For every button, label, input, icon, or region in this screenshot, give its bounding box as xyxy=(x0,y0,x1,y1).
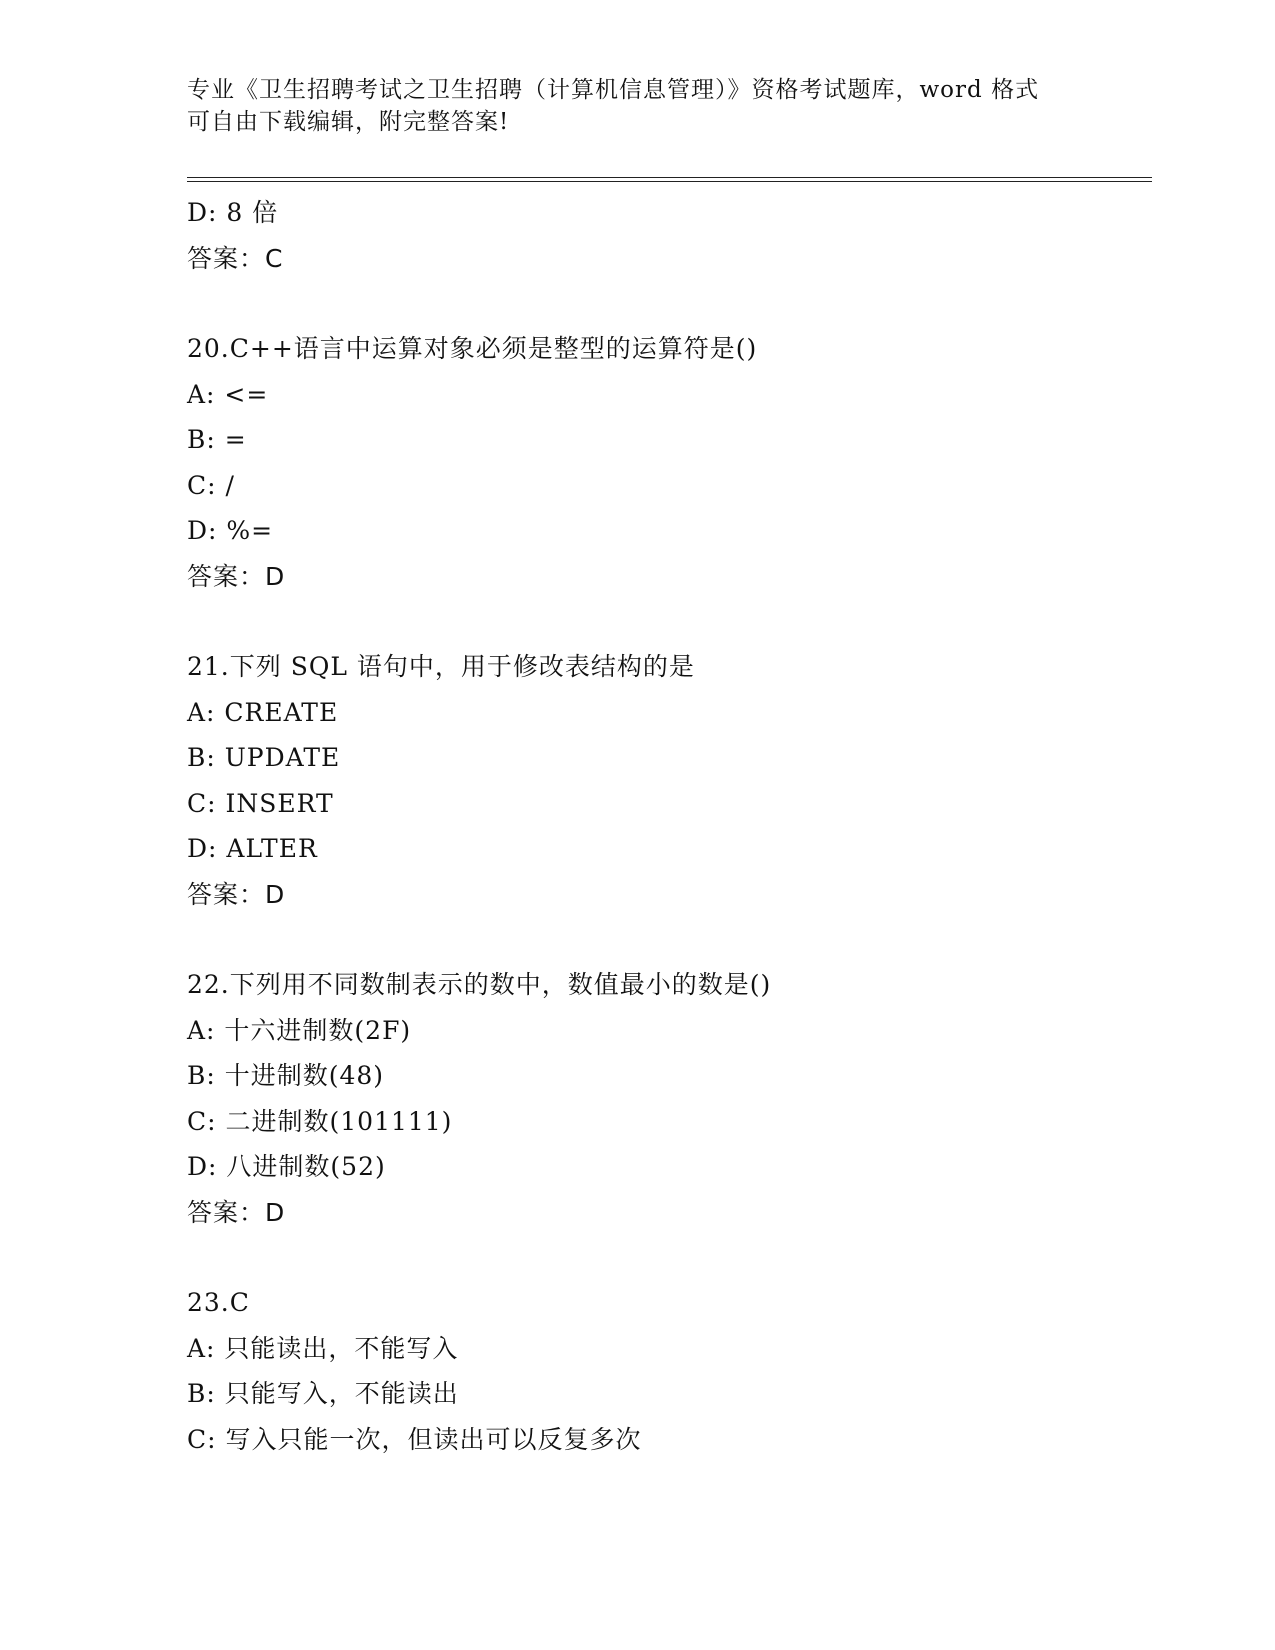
option-b: B: 十进制数(48) xyxy=(187,1061,385,1090)
header-line-2: 可自由下载编辑，附完整答案! xyxy=(187,109,510,135)
option-a: A: 十六进制数(2F) xyxy=(187,1015,412,1045)
header-line-1: 专业《卫生招聘考试之卫生招聘（计算机信息管理）》资格考试题库，word 格式 xyxy=(187,77,1040,103)
answer-line: 答案：C xyxy=(187,243,284,273)
answer-line: 答案：D xyxy=(187,879,286,909)
question-stem: 23.C xyxy=(187,1288,250,1317)
question-stem: 20.C++语言中运算对象必须是整型的运算符是() xyxy=(187,334,758,363)
question-stem: 22.下列用不同数制表示的数中，数值最小的数是() xyxy=(187,970,772,999)
header-divider-top xyxy=(187,177,1152,178)
previous-question-tail xyxy=(187,190,1152,281)
question-23 xyxy=(187,1280,1152,1462)
option-c: C: 二进制数(101111) xyxy=(187,1106,453,1136)
option-b: B: 只能写入，不能读出 xyxy=(187,1379,459,1408)
option-a: A: <= xyxy=(187,379,269,409)
question-20 xyxy=(187,326,1152,599)
option-a: A: CREATE xyxy=(187,697,339,727)
header-divider-bottom xyxy=(187,181,1152,182)
answer-line: 答案：D xyxy=(187,561,286,591)
option-a: A: 只能读出，不能写入 xyxy=(187,1333,459,1363)
question-list xyxy=(187,190,1152,1462)
option-d: D: 八进制数(52) xyxy=(187,1152,386,1181)
option-d: D: ALTER xyxy=(187,834,318,863)
page-header xyxy=(187,74,1067,138)
question-22 xyxy=(187,962,1152,1235)
option-b: B: = xyxy=(187,425,247,454)
question-21 xyxy=(187,644,1152,917)
option-c: C: / xyxy=(187,470,235,500)
answer-line: 答案：D xyxy=(187,1197,286,1227)
option-c: C: 写入只能一次，但读出可以反复多次 xyxy=(187,1424,642,1454)
option-c: C: INSERT xyxy=(187,788,334,818)
option-d: D: %= xyxy=(187,516,274,545)
option-b: B: UPDATE xyxy=(187,743,341,772)
option-d: D: 8 倍 xyxy=(187,198,279,227)
question-stem: 21.下列 SQL 语句中，用于修改表结构的是 xyxy=(187,652,695,681)
